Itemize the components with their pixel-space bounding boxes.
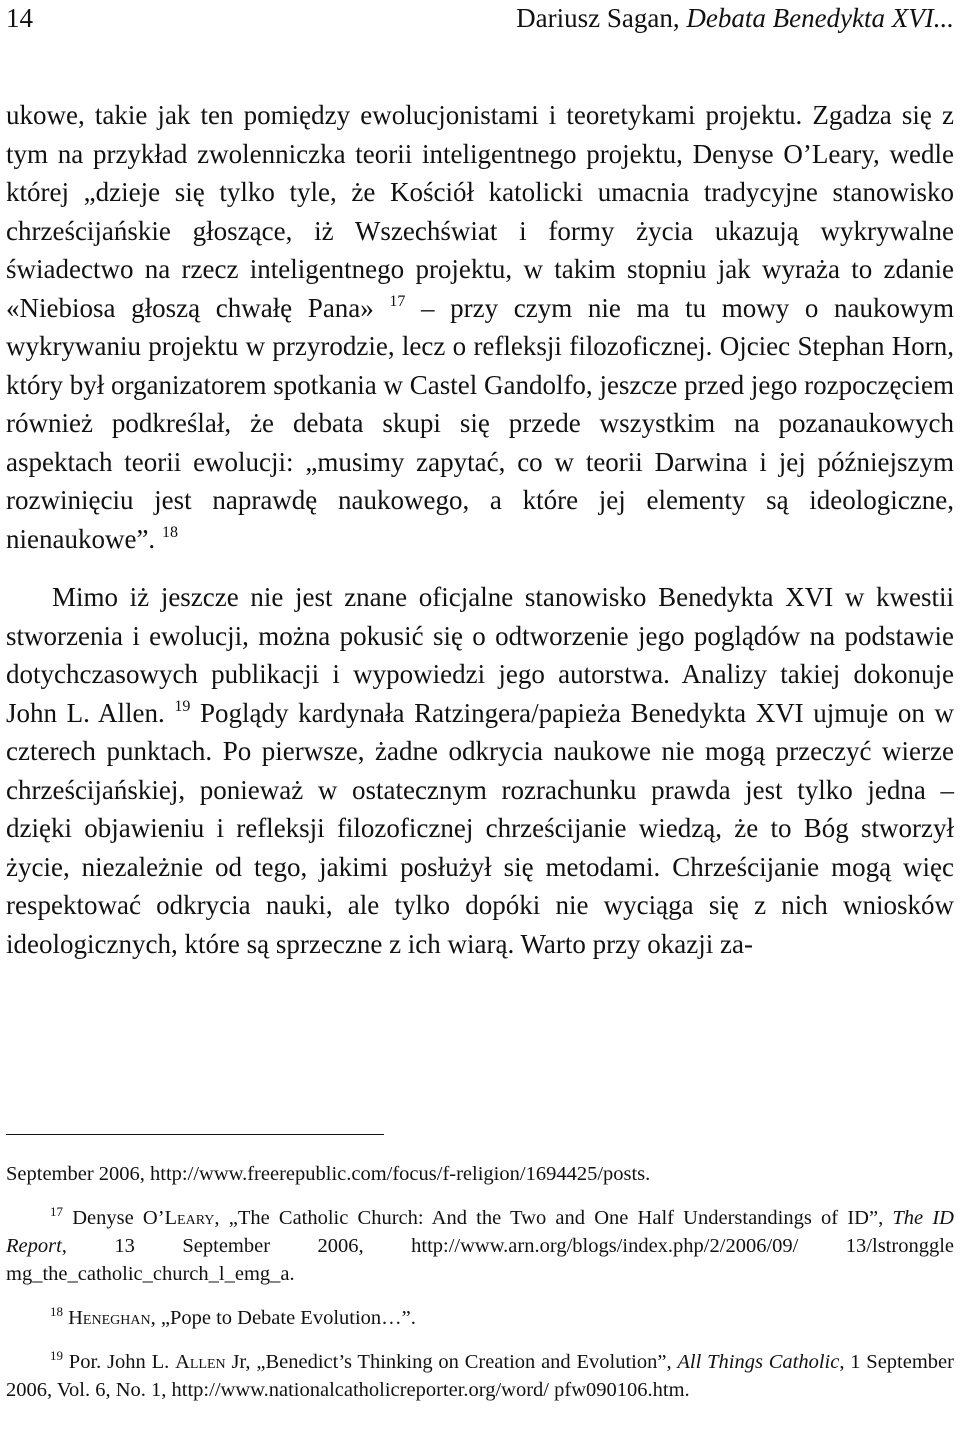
footnote-19-source: All Things Catholic	[677, 1351, 840, 1373]
paragraph-1-part-b: – przy czym nie ma tu mowy o naukowym wykrywaniu projektu w przyrodzie, lecz o refleksji filozoficznej. Ojciec Stephan Horn, który był organizatorem spotkania w Castel Gandolfo, jeszcze przed jego rozpoczęciem również podkreślał, że debata skupi się przede wszystkim na pozanaukowych aspektach teorii ewolucji: „musimy zapytać, co w teorii Darwina i jej późniejszym rozwinięciu jest naprawdę naukowego, a które jej elementy są ideologiczne, nienaukowe”.	[6, 292, 955, 554]
paragraph-1	[6, 96, 954, 558]
footnote-19-author: Allen	[175, 1351, 226, 1373]
footnote-continuation: September 2006, http://www.freerepublic.com/focus/f-religion/1694425/posts.	[6, 1163, 651, 1185]
footnote-18	[6, 1304, 954, 1332]
paragraph-2	[6, 578, 954, 963]
footnote-19-text: Por. John L.	[63, 1351, 176, 1373]
running-head	[516, 0, 954, 36]
footnote-19-number: 19	[50, 1348, 63, 1363]
footnote-17	[6, 1204, 954, 1288]
footnote-ref-19[interactable]: 19	[174, 697, 191, 715]
running-head-title: Debata Benedykta XVI...	[686, 3, 954, 33]
footnote-ref-17[interactable]: 17	[389, 292, 406, 310]
footnote-18-text: , „Pope to Debate Evolution…”.	[150, 1307, 416, 1329]
footnote-separator	[6, 1134, 384, 1135]
footnote-19	[6, 1348, 954, 1404]
footnote-18-author: Heneghan	[68, 1307, 151, 1329]
paragraph-1-part-a: ukowe, takie jak ten pomiędzy ewolucjonistami i teoretykami projektu. Zgadza się z tym na przykład zwolenniczka teorii inteligentnego projektu, Denyse O’Leary, wedle której „dzieje się tylko tyle, że Kościół katolicki umacnia tradycyjne stanowisko chrześcijańskie głoszące, iż Wszechświat i formy życia ukazują wykrywalne świadectwo na rzecz inteligentnego projektu, w takim stopniu jak wyraża to zdanie «Niebiosa głoszą chwałę Pana»	[6, 100, 954, 323]
page-number: 14	[6, 3, 33, 33]
running-head-author: Dariusz Sagan,	[516, 3, 687, 33]
footnote-18-number: 18	[50, 1304, 63, 1319]
paragraph-2-part-a: Mimo iż jeszcze nie jest znane oficjalne stanowisko Benedykta XVI w kwestii stworzenia i ewolucji, można pokusić się o odtworzenie jego poglądów na podstawie dotychczasowych publikacji i wypowiedzi jego autorstwa. Analizy takiej dokonuje John L. Allen.	[6, 582, 954, 728]
footnotes	[6, 1160, 954, 1420]
page-header	[6, 0, 954, 40]
footnote-17-number: 17	[50, 1204, 63, 1219]
paragraph-2-part-b: Poglądy kardynała Ratzingera/papieża Benedykta XVI ujmuje on w czterech punktach. Po pierwsze, żadne odkrycia naukowe nie mogą przeczyć wierze chrześcijańskiej, ponieważ w ostatecznym rozrachunku prawda jest tylko jedna – dzięki objawieniu i refleksji filozoficznej chrześcijanie wiedzą, że to Bóg stworzył życie, niezależnie od tego, jakimi posłużył się metodami. Chrześcijanie mogą więc respektować odkrycia nauki, ale tylko dopóki nie wyciąga się z nich wniosków ideologicznych, które są sprzeczne z ich wiarą. Warto przy okazji za-	[6, 697, 955, 959]
main-text	[6, 96, 954, 963]
footnote-19-title: Jr, „Benedict’s Thinking on Creation and Evolution”,	[225, 1351, 678, 1373]
footnote-19-link[interactable]: , 1 September 2006, Vol. 6, No. 1, http://www.nationalcatholicreporter.org/word/ pfw090106.htm.	[6, 1351, 954, 1401]
footnote-17-link[interactable]: , 13 September 2006, http://www.arn.org/blogs/index.php/2/2006/09/ 13/lstronggle​mg_the_catholic_church_l_emg_a.	[6, 1235, 954, 1285]
footnote-17-text: Denyse O’	[63, 1207, 165, 1229]
footnote-17-author: Leary	[164, 1207, 215, 1229]
footnote-ref-18[interactable]: 18	[161, 523, 178, 541]
footnote-17-source: The ID Report	[6, 1207, 954, 1257]
footnote-17-title: , „The Catholic Church: And the Two and One Half Understandings of ID”,	[214, 1207, 893, 1229]
